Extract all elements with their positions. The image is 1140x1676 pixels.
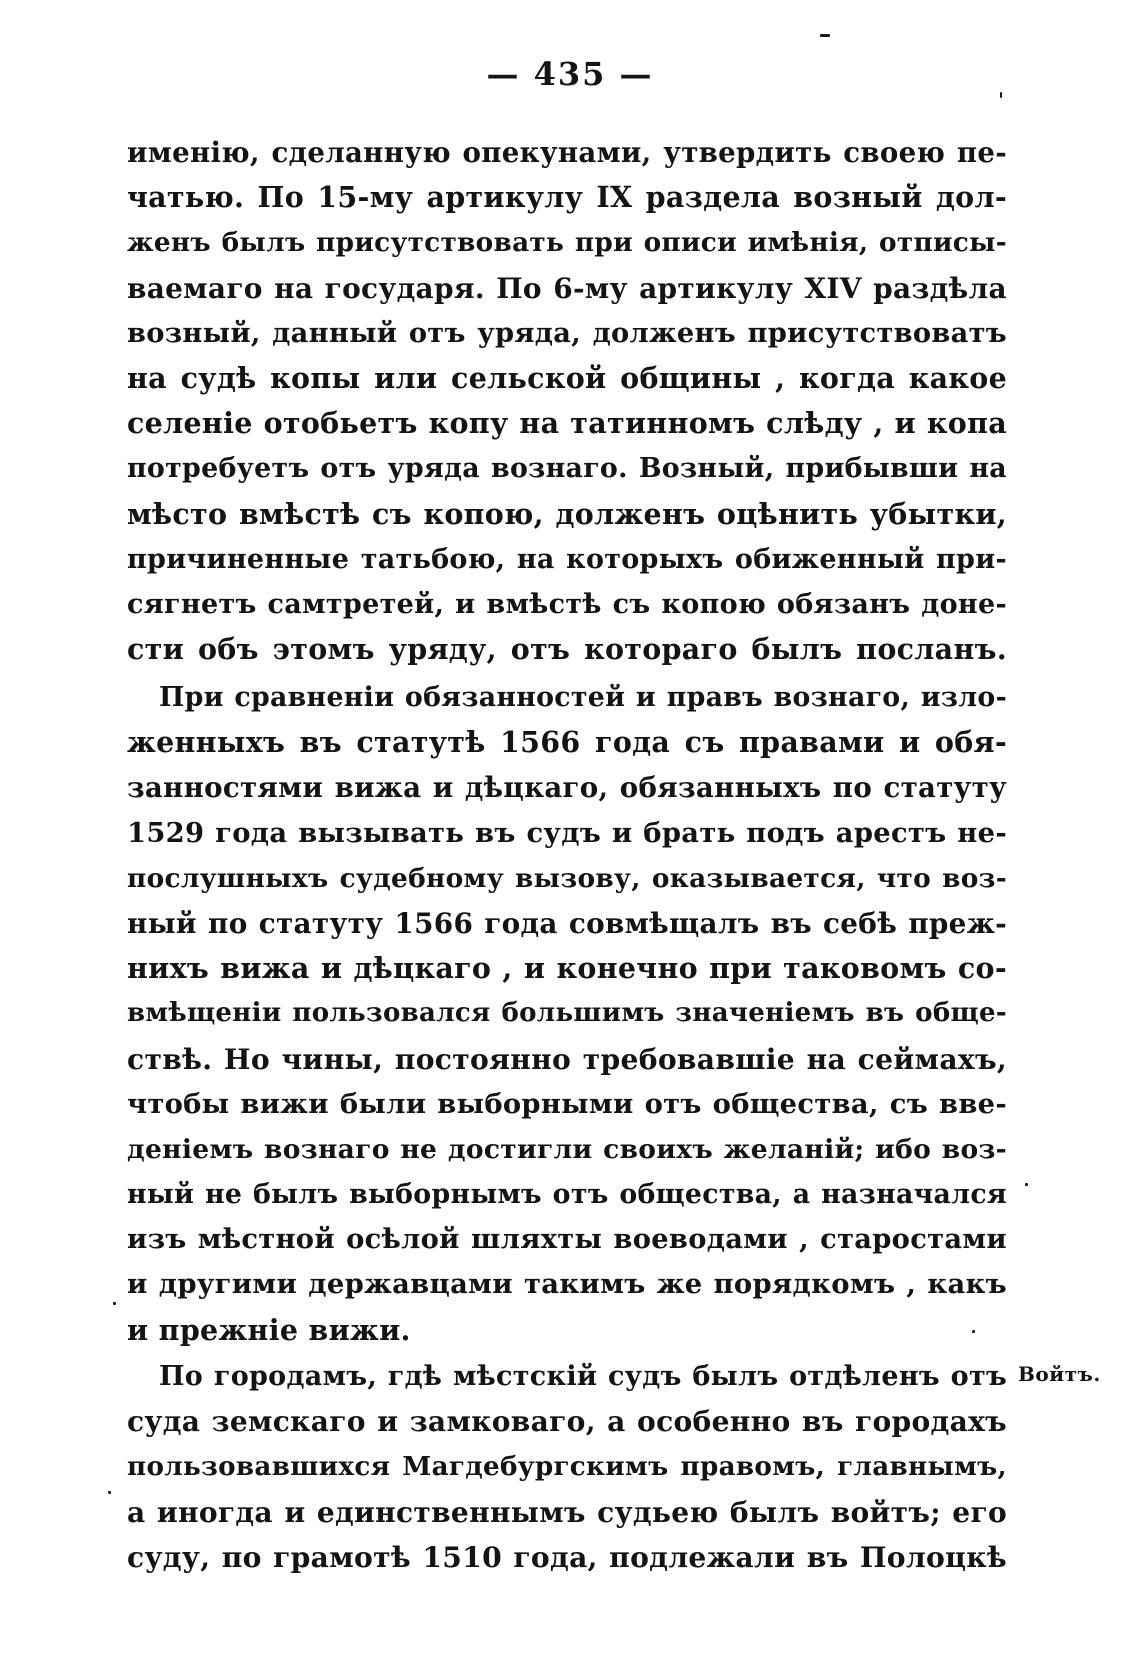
text-line: на судѣ копы или сельской общины , когда какое [127,360,1007,395]
page-number: — 435 — [486,55,654,93]
text-line: а иногда и единственнымъ судьею былъ войтъ; его [127,1495,1007,1529]
text-line: именію, сделанную опекунами, утвердить своею пе- [127,136,1007,169]
text-line: мѣсто вмѣстѣ съ копою, долженъ оцѣнить убытки, [127,496,1007,531]
print-speck [108,1491,111,1494]
text-line: суда земскаго и замковаго, а особенно въ городахъ [127,1405,1007,1439]
text-line: При сравненіи обязанностей и правъ вознаго, изло- [159,682,1007,713]
text-line: вмѣщеніи пользовался большимъ значеніемъ въ обще- [127,998,1007,1029]
print-speck [820,34,830,37]
text-line: и прежніе вижи. [127,1312,411,1347]
text-line: 1529 года вызывать въ судъ и брать подъ арестъ не- [127,816,1007,849]
text-line: сти объ этомъ уряду, отъ котораго былъ посланъ. [127,632,1007,667]
text-line: женныхъ въ статутѣ 1566 года съ правами и обя- [127,725,1007,760]
text-line: селеніе отобьетъ копу на татинномъ слѣду , и копа [127,406,1007,441]
text-line: По городамъ, гдѣ мѣстскій судъ былъ отдѣленъ отъ [159,1361,1007,1392]
text-line: изъ мѣстной осѣлой шляхты воеводами , старостами [127,1223,1007,1256]
print-speck [1000,92,1002,98]
text-line: послушныхъ судебному вызову, оказывается, что воз- [127,862,1007,894]
text-line: возный, данный отъ уряда, долженъ присутствоватъ [127,316,1007,349]
text-line: и другими державцами такимъ же порядкомъ , какъ [127,1268,1007,1301]
text-line: потребуетъ отъ уряда вознаго. Возный, прибывши на [127,453,1007,485]
text-line: ный по статуту 1566 года совмѣщалъ въ себѣ преж- [127,906,1007,940]
text-line: занностями вижа и дѣцкаго, обязанныхъ по статуту [127,771,1007,805]
margin-note: Войтъ. [1018,1362,1101,1386]
text-line: ваемаго на государя. По 6-му артикулу XIV раздѣла [127,271,1007,305]
text-line: ствѣ. Но чины, постоянно требовавшіе на сеймахъ, [127,1042,1007,1076]
text-line: чтобы вижи были выборными отъ общества, съ вве- [127,1087,1007,1120]
text-line: чатью. По 15-му артикулу IX раздела возный дол- [127,180,1007,215]
text-line: ный не былъ выборнымъ отъ общества, а назначался [127,1179,1007,1211]
text-line: сягнетъ самтретей, и вмѣстѣ съ копою обязанъ доне- [127,588,1007,620]
print-speck [113,1302,116,1305]
text-line: нихъ вижа и дѣцкаго , и конечно при таковомъ со- [127,951,1007,986]
paragraph-3 [127,1354,1007,1580]
print-speck [1025,1183,1028,1186]
text-line: пользовавшихся Магдебургскимъ правомъ, главнымъ, [127,1451,1007,1483]
text-line: суду, по грамотѣ 1510 года, подлежали въ Полоцкѣ [127,1540,1007,1574]
print-speck [972,1330,975,1333]
paragraph-2 [127,675,1007,1353]
text-line: деніемъ вознаго не достигли своихъ желаній; ибо воз- [127,1133,1007,1165]
text-line: причиненные татьбою, на которыхъ обиженный при- [127,543,1007,575]
text-line: женъ былъ присутствовать при описи имѣнія, отписы- [127,227,1007,259]
paragraph-1 [127,130,1007,672]
